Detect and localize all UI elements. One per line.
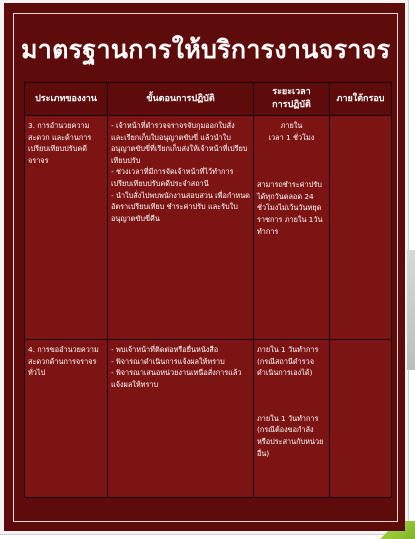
cell-procedure — [108, 340, 254, 498]
header-procedure: ขั้นตอนการปฏิบัติ — [108, 83, 254, 116]
cell-duration — [254, 116, 330, 340]
cell-procedure — [108, 116, 254, 340]
work-type-line: สะดวก และด้านการ — [28, 132, 92, 142]
procedure-step: - พบเจ้าหน้าที่ติดต่อหรือยื่นหนังสือ — [111, 345, 219, 354]
duration-text: ภายใน 1 วันทำการ (กรณีต้องขอกำลังหรือประสานกับหน่วยอื่น) — [257, 413, 324, 458]
header-duration-line2: การปฏิบัติ — [272, 100, 311, 110]
work-type-line: จราจร — [28, 155, 49, 165]
cell-scope — [330, 340, 392, 498]
work-type-line: 3. การอำนวยความ — [28, 121, 90, 130]
work-type-line: ทั่วไป — [28, 368, 46, 378]
page-title: มาตรฐานการให้บริการงานจราจร — [21, 35, 391, 64]
service-standard-table — [24, 82, 392, 498]
procedure-step: - เจ้าหน้าที่ตำรวจจราจรจับกุมออกใบสั่ง และเรียกเก็บใบอนุญาตขับขี่ แล้วนำใบอนุญาตขับขี่ที่เรียกเก็บส่งให้เจ้าหน้าที่เปรียบเทียบปรับ — [111, 121, 248, 165]
spacer — [257, 143, 326, 179]
spacer — [257, 379, 326, 413]
cell-scope — [330, 116, 392, 340]
header-scope: ภายใต้กรอบ — [330, 83, 392, 116]
procedure-step: - ช่วงเวลาที่มีการจัดเจ้าหน้าที่ไว้ทำการเปรียบเทียบปรับคดีประจำสถานี — [111, 167, 234, 188]
procedure-step: - พิจารณาดำเนินการแจ้งผลให้ทราบ — [111, 356, 225, 366]
header-work-type: ประเภทของงาน — [25, 83, 108, 116]
work-type-line: สะดวกด้านการจราจร — [28, 356, 97, 366]
duration-text: เวลา 1 ชั่วโมง — [268, 132, 315, 142]
table-row — [25, 116, 392, 340]
cell-work-type — [25, 116, 108, 340]
procedure-step: - นำใบสั่งไปพบพนักงานสอบสวน เพื่อกำหนดอัตราเปรียบเทียบ ชำระค่าปรับ และรับใบอนุญาตขับขี่คืน — [111, 190, 250, 223]
header-duration — [254, 83, 330, 116]
duration-text: สามารถชำระค่าปรับได้ทุกวันตลอด 24 ชั่วโมงไม่เว้นวันหยุดราชการ ภายใน 1วันทำการ — [257, 180, 323, 236]
decorative-side-bar — [407, 250, 415, 370]
duration-text: ภายใน 1 วันทำการ (กรณีสถานีดำรวจดำเนินการเองได้) — [257, 345, 319, 378]
work-type-line: 4. การขออำนวยความ — [28, 345, 99, 354]
duration-text: ภายใน — [280, 121, 303, 130]
cell-duration — [254, 340, 330, 498]
table-header-row — [25, 83, 392, 116]
procedure-step: - พิจารณาเสนอหน่วยงานเหนือสั่งการแล้วแจ้งผลให้ทราบ — [111, 368, 242, 389]
header-duration-line1: ระยะเวลา — [272, 87, 311, 97]
work-type-line: เปรียบเทียบปรับคดี — [28, 144, 87, 154]
table-row — [25, 340, 392, 498]
cell-work-type — [25, 340, 108, 498]
